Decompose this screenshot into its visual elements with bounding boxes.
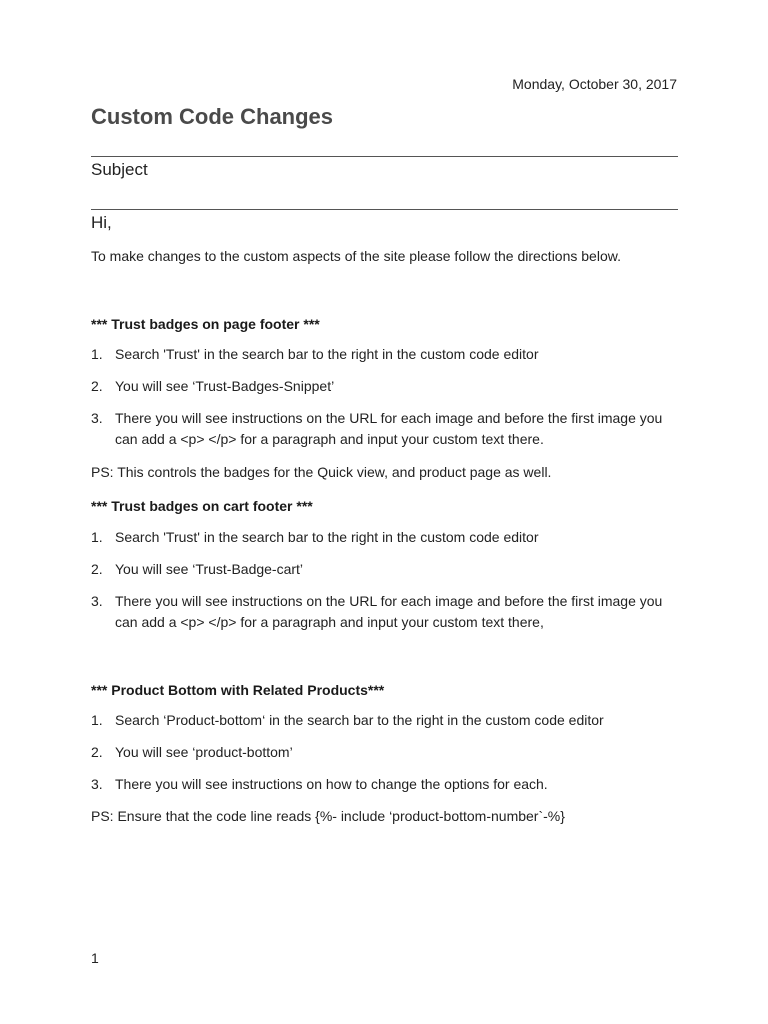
list-item	[91, 408, 681, 450]
list-text: There you will see instructions on the URL for each image and before the first image you can add a <p> </p> for a paragraph and input your custom text there,	[115, 593, 663, 630]
greeting: Hi,	[91, 213, 112, 232]
section-heading: *** Trust badges on cart footer ***	[91, 498, 313, 514]
list-item	[91, 344, 681, 365]
list-number: 2.	[91, 561, 103, 577]
list-number: 3.	[91, 410, 103, 426]
list-number: 2.	[91, 378, 103, 394]
list-text: Search 'Trust' in the search bar to the right in the custom code editor	[115, 529, 539, 545]
list-text: There you will see instructions on how to change the options for each.	[115, 776, 548, 792]
list-text: You will see ‘product-bottom’	[115, 744, 293, 760]
intro-paragraph: To make changes to the custom aspects of the site please follow the directions below.	[91, 248, 621, 264]
list-item	[91, 710, 681, 731]
list-text: You will see ‘Trust-Badge-cart’	[115, 561, 304, 577]
list-item	[91, 376, 681, 397]
list-item	[91, 742, 681, 763]
list-item	[91, 527, 681, 548]
section-heading: *** Trust badges on page footer ***	[91, 316, 320, 332]
list-text: There you will see instructions on the URL for each image and before the first image you can add a <p> </p> for a paragraph and input your custom text there.	[115, 410, 663, 447]
list-number: 1.	[91, 712, 103, 728]
document-date: Monday, October 30, 2017	[512, 76, 677, 92]
divider	[91, 156, 678, 157]
list-item	[91, 591, 681, 633]
list-text: You will see ‘Trust-Badges-Snippet’	[115, 378, 335, 394]
document-title: Custom Code Changes	[91, 104, 334, 129]
list-item	[91, 774, 681, 795]
list-number: 1.	[91, 346, 103, 362]
divider	[91, 209, 678, 210]
list-text: Search 'Trust' in the search bar to the right in the custom code editor	[115, 346, 539, 362]
list-number: 3.	[91, 593, 103, 609]
list-number: 2.	[91, 744, 103, 760]
note-paragraph: PS: This controls the badges for the Quick view, and product page as well.	[91, 464, 552, 480]
section-heading: *** Product Bottom with Related Products***	[91, 682, 385, 698]
list-text: Search ‘Product-bottom‘ in the search bar to the right in the custom code editor	[115, 712, 604, 728]
page-number: 1	[91, 950, 99, 966]
note-paragraph: PS: Ensure that the code line reads {%- include ‘product-bottom-number`-%}	[91, 808, 565, 824]
list-number: 1.	[91, 529, 103, 545]
list-number: 3.	[91, 776, 103, 792]
list-item	[91, 559, 681, 580]
subject-line: Subject	[91, 160, 148, 179]
